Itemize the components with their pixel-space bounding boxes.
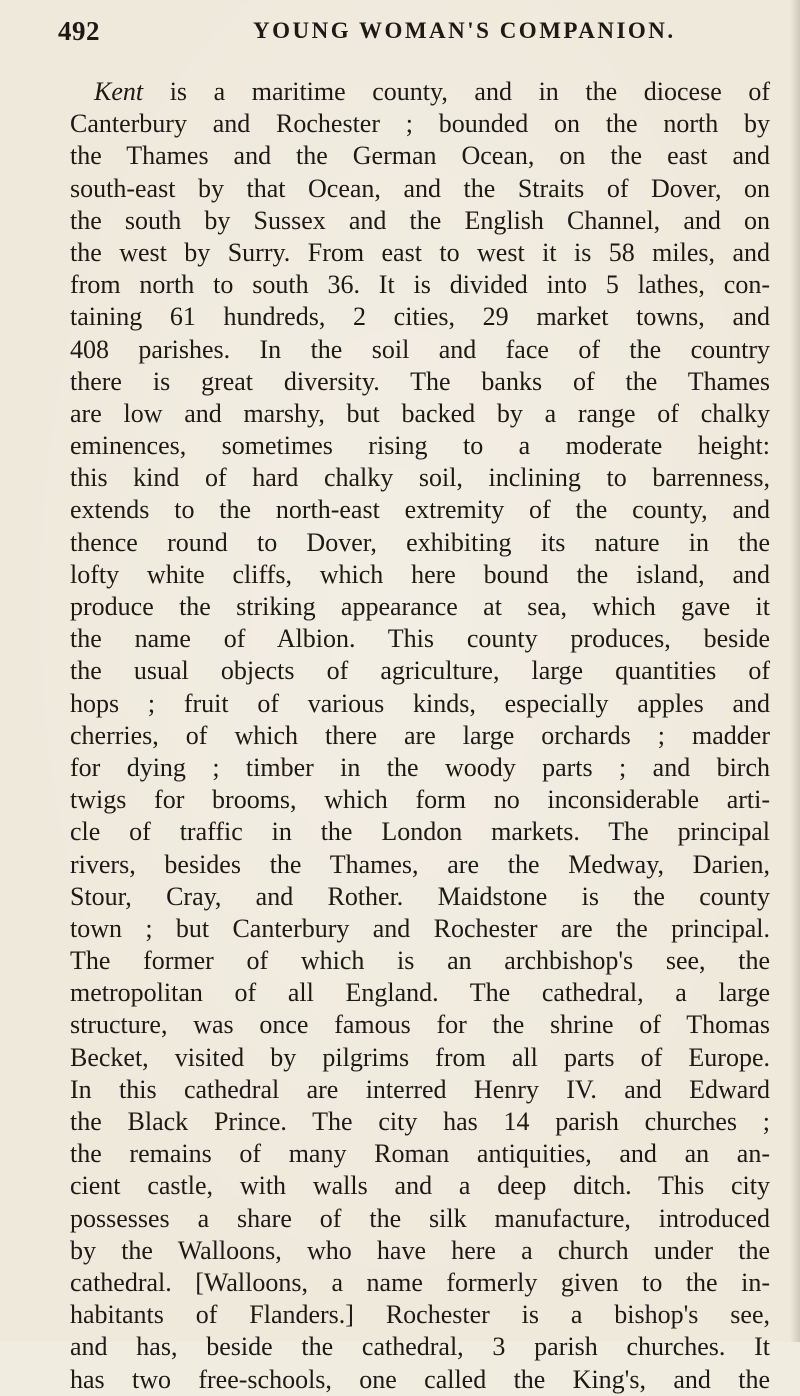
- text-line: the south by Sussex and the English Channel, and on: [70, 205, 770, 235]
- text-line: [70, 76, 770, 108]
- text-lines: [70, 108, 770, 1396]
- page-edge-shadow: [790, 0, 800, 1342]
- text-line: Canterbury and Rochester ; bounded on the north by: [70, 109, 770, 139]
- text-line: twigs for brooms, which form no inconsiderable arti-: [70, 785, 770, 815]
- text-line: cle of traffic in the London markets. The principal: [70, 817, 770, 847]
- text-line: south-east by that Ocean, and the Straits of Dover, on: [70, 173, 770, 203]
- text-line: cathedral. [Walloons, a name formerly given to the in-: [70, 1267, 770, 1297]
- text-line: hops ; fruit of various kinds, especially apples and: [70, 688, 770, 718]
- text-line: for dying ; timber in the woody parts ; and birch: [70, 752, 770, 782]
- text-line: this kind of hard chalky soil, inclining to barrenness,: [70, 463, 770, 493]
- text-line: and has, beside the cathedral, 3 parish churches. It: [70, 1332, 770, 1362]
- text-line: the remains of many Roman antiquities, and an an-: [70, 1139, 770, 1169]
- text-line: the Thames and the German Ocean, on the east and: [70, 141, 770, 171]
- text-line: cient castle, with walls and a deep ditch. This city: [70, 1171, 770, 1201]
- body-text: [70, 76, 770, 1396]
- text-line: has two free-schools, one called the King's, and the: [70, 1364, 770, 1394]
- text-line: eminences, sometimes rising to a moderate height:: [70, 431, 770, 461]
- text-line: extends to the north-east extremity of the county, and: [70, 495, 770, 525]
- text-line: from north to south 36. It is divided into 5 lathes, con-: [70, 270, 770, 300]
- text-line: metropolitan of all England. The cathedral, a large: [70, 978, 770, 1008]
- text-line: the name of Albion. This county produces, beside: [70, 624, 770, 654]
- text-line: Stour, Cray, and Rother. Maidstone is the county: [70, 881, 770, 911]
- text-line: the west by Surry. From east to west it is 58 miles, and: [70, 237, 770, 267]
- text-line: there is great diversity. The banks of the Thames: [70, 366, 770, 396]
- running-title: YOUNG WOMAN'S COMPANION.: [253, 18, 676, 43]
- text-line: The former of which is an archbishop's see, the: [70, 946, 770, 976]
- page-number: 492: [58, 16, 100, 46]
- text-line: rivers, besides the Thames, are the Medway, Darien,: [70, 849, 770, 879]
- text-line: by the Walloons, who have here a church under the: [70, 1235, 770, 1265]
- text-line: habitants of Flanders.] Rochester is a bishop's see,: [70, 1300, 770, 1330]
- text-line: cherries, of which there are large orchards ; madder: [70, 720, 770, 750]
- text-line: In this cathedral are interred Henry IV. and Edward: [70, 1074, 770, 1104]
- text-line-rest: is a maritime county, and in the diocese of: [143, 77, 770, 106]
- text-line: Becket, visited by pilgrims from all parts of Europe.: [70, 1042, 770, 1072]
- text-line: produce the striking appearance at sea, which gave it: [70, 592, 770, 621]
- text-line: town ; but Canterbury and Rochester are the principal.: [70, 913, 770, 943]
- text-line: the usual objects of agriculture, large quantities of: [70, 656, 770, 686]
- text-line: 408 parishes. In the soil and face of the country: [70, 334, 770, 364]
- text-line: possesses a share of the silk manufacture, introduced: [70, 1203, 770, 1233]
- text-line: structure, was once famous for the shrine of Thomas: [70, 1010, 770, 1040]
- text-line: taining 61 hundreds, 2 cities, 29 market towns, and: [70, 302, 770, 332]
- text-line: lofty white cliffs, which here bound the island, and: [70, 559, 770, 589]
- text-line: the Black Prince. The city has 14 parish churches ;: [70, 1107, 770, 1136]
- text-line: are low and marshy, but backed by a range of chalky: [70, 398, 770, 428]
- text-line: thence round to Dover, exhibiting its nature in the: [70, 527, 770, 557]
- italic-lead-word: Kent: [94, 77, 144, 106]
- running-head: [58, 16, 758, 56]
